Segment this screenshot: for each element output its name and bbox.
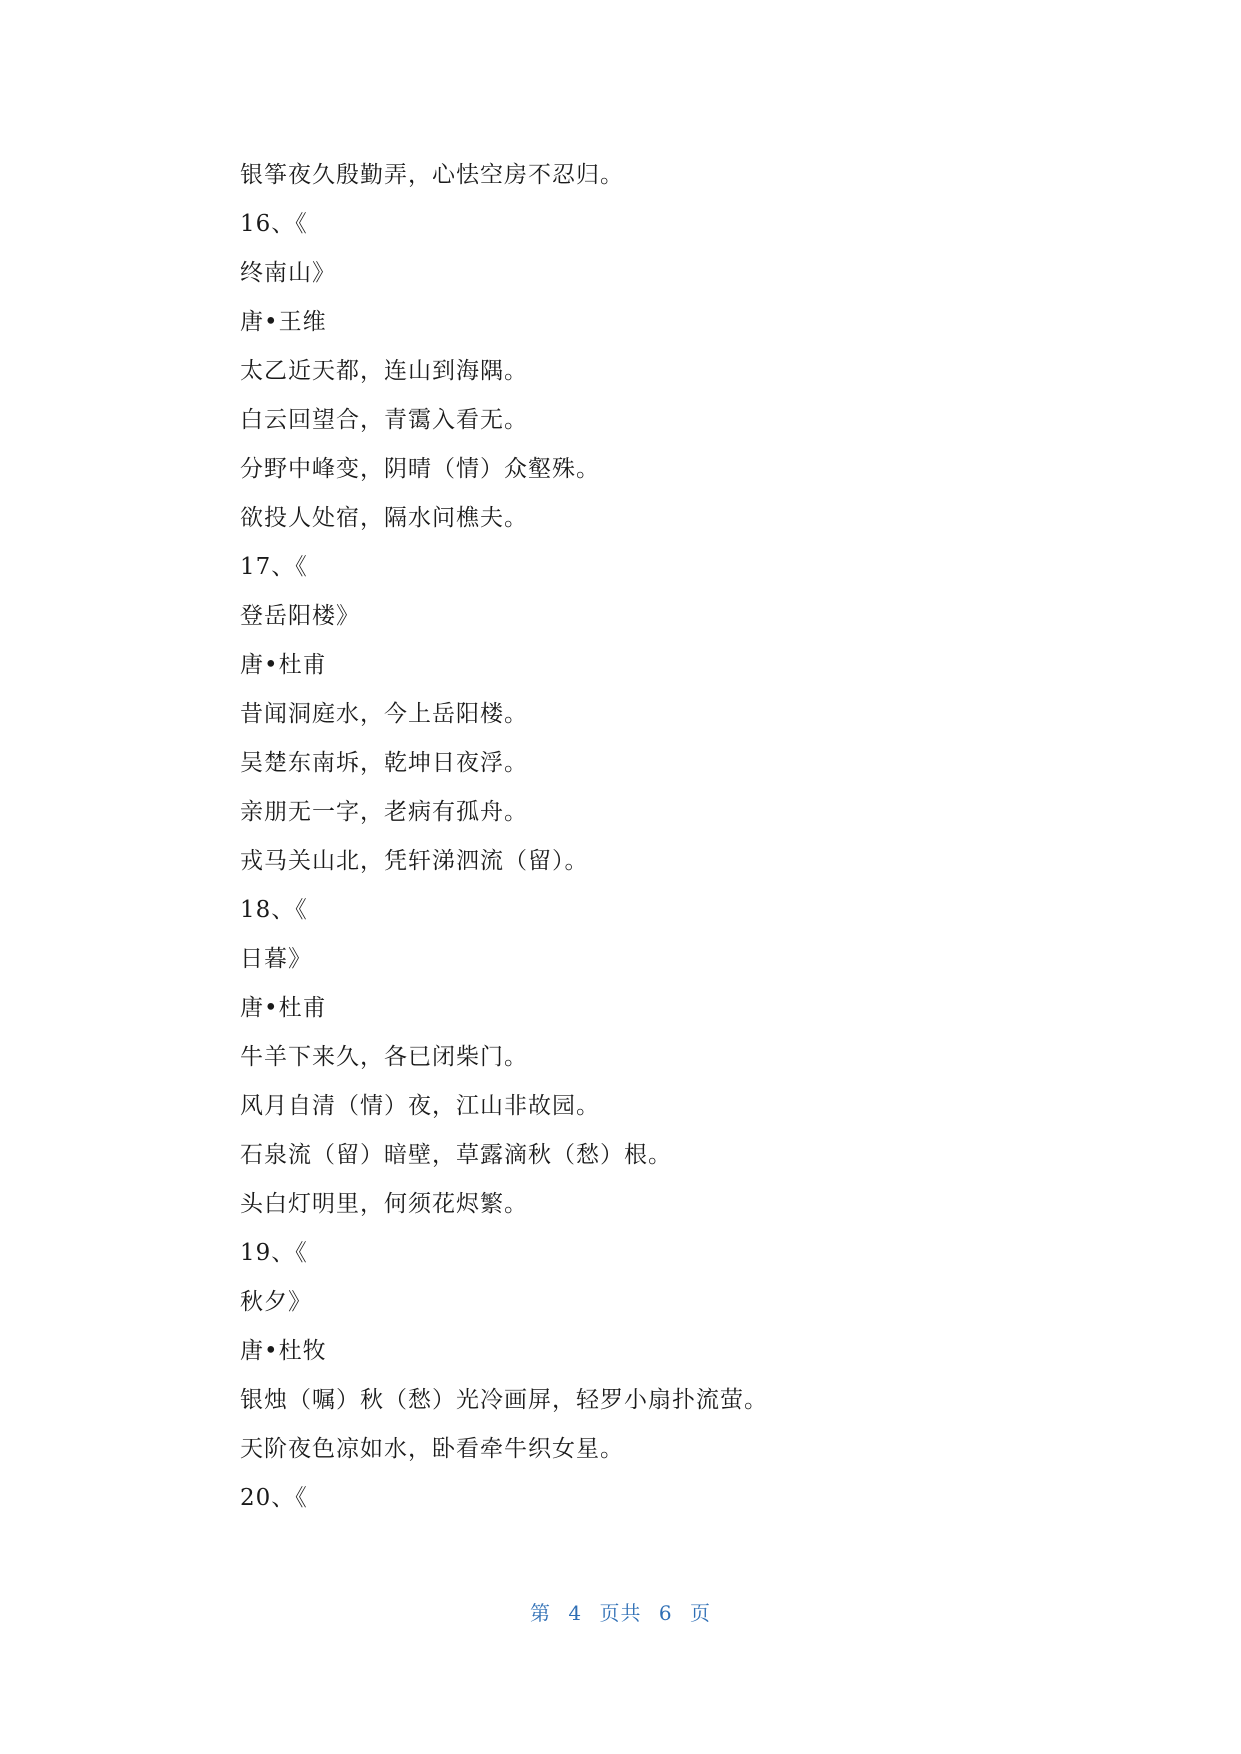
text-line: 分野中峰变，阴晴（情）众壑殊。 bbox=[240, 456, 600, 482]
poem-number: 19、《 bbox=[240, 1240, 308, 1266]
text-line: 牛羊下来久，各已闭柴门。 bbox=[240, 1044, 528, 1070]
page-prefix: 第 bbox=[530, 1601, 552, 1625]
poem-author: 唐•杜甫 bbox=[240, 652, 327, 678]
poem-title: 登岳阳楼》 bbox=[240, 603, 360, 629]
poem-author: 唐•杜牧 bbox=[240, 1338, 327, 1364]
text-line: 银烛（嘱）秋（愁）光冷画屏，轻罗小扇扑流萤。 bbox=[240, 1387, 768, 1413]
text-line: 头白灯明里，何须花烬繁。 bbox=[240, 1191, 528, 1217]
poem-author: 唐•王维 bbox=[240, 309, 327, 335]
text-line: 石泉流（留）暗壁，草露滴秋（愁）根。 bbox=[240, 1142, 672, 1168]
poem-number: 18、《 bbox=[240, 897, 308, 923]
text-line: 风月自清（情）夜，江山非故园。 bbox=[240, 1093, 600, 1119]
text-line: 太乙近天都，连山到海隅。 bbox=[240, 358, 528, 384]
text-line: 吴楚东南坼，乾坤日夜浮。 bbox=[240, 750, 528, 776]
page-suffix: 页 bbox=[689, 1601, 711, 1625]
poem-title: 日暮》 bbox=[240, 946, 312, 972]
document-body bbox=[240, 151, 1040, 1523]
text-line: 欲投人处宿，隔水问樵夫。 bbox=[240, 505, 528, 531]
poem-title: 秋夕》 bbox=[240, 1289, 312, 1315]
poem-title: 终南山》 bbox=[240, 260, 336, 286]
current-page-number: 4 bbox=[568, 1601, 583, 1625]
text-line: 天阶夜色凉如水，卧看牵牛织女星。 bbox=[240, 1436, 624, 1462]
text-line: 银筝夜久殷勤弄，心怯空房不忍归。 bbox=[240, 162, 624, 188]
poem-number: 17、《 bbox=[240, 554, 308, 580]
text-line: 戎马关山北，凭轩涕泗流（留）。 bbox=[240, 848, 589, 874]
text-line: 亲朋无一字，老病有孤舟。 bbox=[240, 799, 528, 825]
text-line: 白云回望合，青霭入看无。 bbox=[240, 407, 528, 433]
poem-number: 20、《 bbox=[240, 1485, 308, 1511]
poem-author: 唐•杜甫 bbox=[240, 995, 327, 1021]
page-mid: 页共 bbox=[599, 1601, 642, 1625]
total-pages-number: 6 bbox=[658, 1601, 673, 1625]
page-footer bbox=[0, 1597, 1241, 1626]
poem-number: 16、《 bbox=[240, 211, 308, 237]
text-line: 昔闻洞庭水，今上岳阳楼。 bbox=[240, 701, 528, 727]
